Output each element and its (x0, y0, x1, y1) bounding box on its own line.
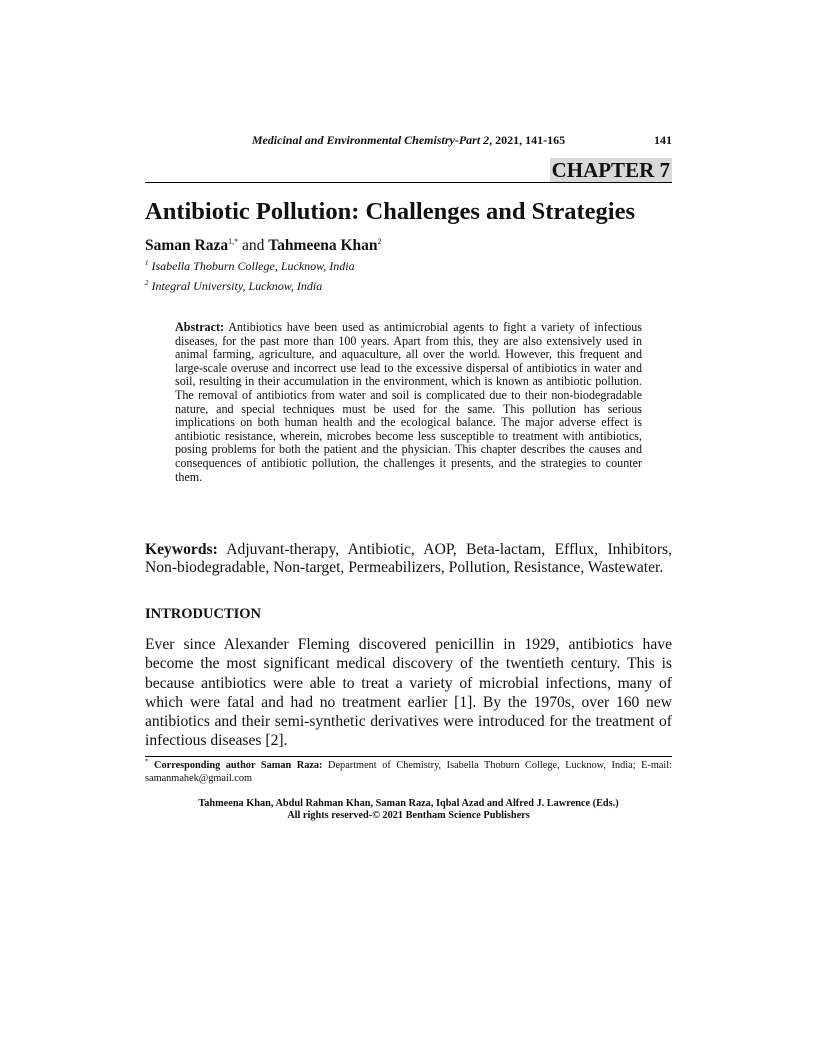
affiliation (145, 259, 355, 274)
rights-line: All rights reserved-© 2021 Bentham Science Publishers (287, 810, 530, 822)
editors-line: Tahmeena Khan, Abdul Rahman Khan, Saman Raza, Iqbal Azad and Alfred J. Lawrence (Eds.) (198, 798, 619, 809)
footnote-label: Corresponding author Saman Raza: (154, 760, 323, 771)
paper-title: Antibiotic Pollution: Challenges and Strategies (145, 198, 636, 225)
copyright-block (145, 798, 672, 823)
footnote-marker: * (145, 757, 149, 766)
affiliation-text: Integral University, Lucknow, India (151, 279, 323, 293)
footnote-text: Department of Chemistry, Isabella Thoburn College, Lucknow, India; E-mail: samanmahek@gmail.com (145, 760, 672, 784)
running-head (145, 133, 672, 149)
author-name: Tahmeena Khan (268, 237, 378, 254)
keywords-label: Keywords: (145, 541, 218, 558)
chapter-divider (145, 182, 672, 183)
abstract (175, 321, 642, 484)
chapter-label: CHAPTER 7 (551, 158, 670, 182)
author-list (145, 237, 382, 255)
section-body: Ever since Alexander Fleming discovered penicillin in 1929, antibiotics have become the most significant medical discovery of the twentieth century. This is because antibiotics were able to treat a variety of microbial infections, many of which were fatal and had no treatment earlier [1]. By the 1970s, over 160 new antibiotics and their semi-synthetic derivatives were introduced for the treatment of infectious diseases [2]. (145, 636, 672, 750)
abstract-label: Abstract: (175, 320, 225, 334)
author-conjunction: and (241, 237, 265, 254)
affiliation-number: 2 (145, 279, 149, 287)
affiliation (145, 279, 322, 294)
abstract-text: Antibiotics have been used as antimicrobial agents to fight a variety of infectious diseases, for the past more than 100 years. Apart from this, they are also extensively used in animal farming, agriculture, and aquaculture, all over the world. However, this frequent and large-scale overuse and incorrect use lead to the excessive dispersal of antibiotics in water and soil, resulting in their accumulation in the environment, which is known as antibiotic pollution. The removal of antibiotics from water and soil is complicated due to their non-biodegradable nature, and special techniques must be used for the same. This pollution has serious implications on both human health and the ecological balance. The major adverse effect is antibiotic resistance, wherein, microbes become less susceptible to treatment with antibiotics, posing problems for both the patient and the physician. This chapter describes the causes and consequences of antibiotic pollution, the challenges it presents, and the strategies to counter them. (175, 320, 642, 484)
footnote (145, 757, 672, 785)
footnote-divider (145, 756, 672, 757)
author-superscript: 2 (377, 236, 382, 246)
keywords (145, 541, 672, 576)
section-heading: INTRODUCTION (145, 606, 262, 622)
author-superscript: 1,* (228, 236, 239, 246)
author-name: Saman Raza (145, 237, 229, 254)
page-number: 141 (654, 133, 672, 147)
volume-info: , 2021, 141-165 (489, 133, 566, 147)
keywords-text: Adjuvant-therapy, Antibiotic, AOP, Beta-lactam, Efflux, Inhibitors, Non-biodegradable, Non-target, Permeabilizers, Pollution, Resistance, Wastewater. (145, 541, 672, 576)
affiliation-text: Isabella Thoburn College, Lucknow, India (151, 259, 355, 273)
journal-title: Medicinal and Environmental Chemistry-Part 2 (251, 133, 490, 147)
affiliation-number: 1 (145, 259, 149, 267)
